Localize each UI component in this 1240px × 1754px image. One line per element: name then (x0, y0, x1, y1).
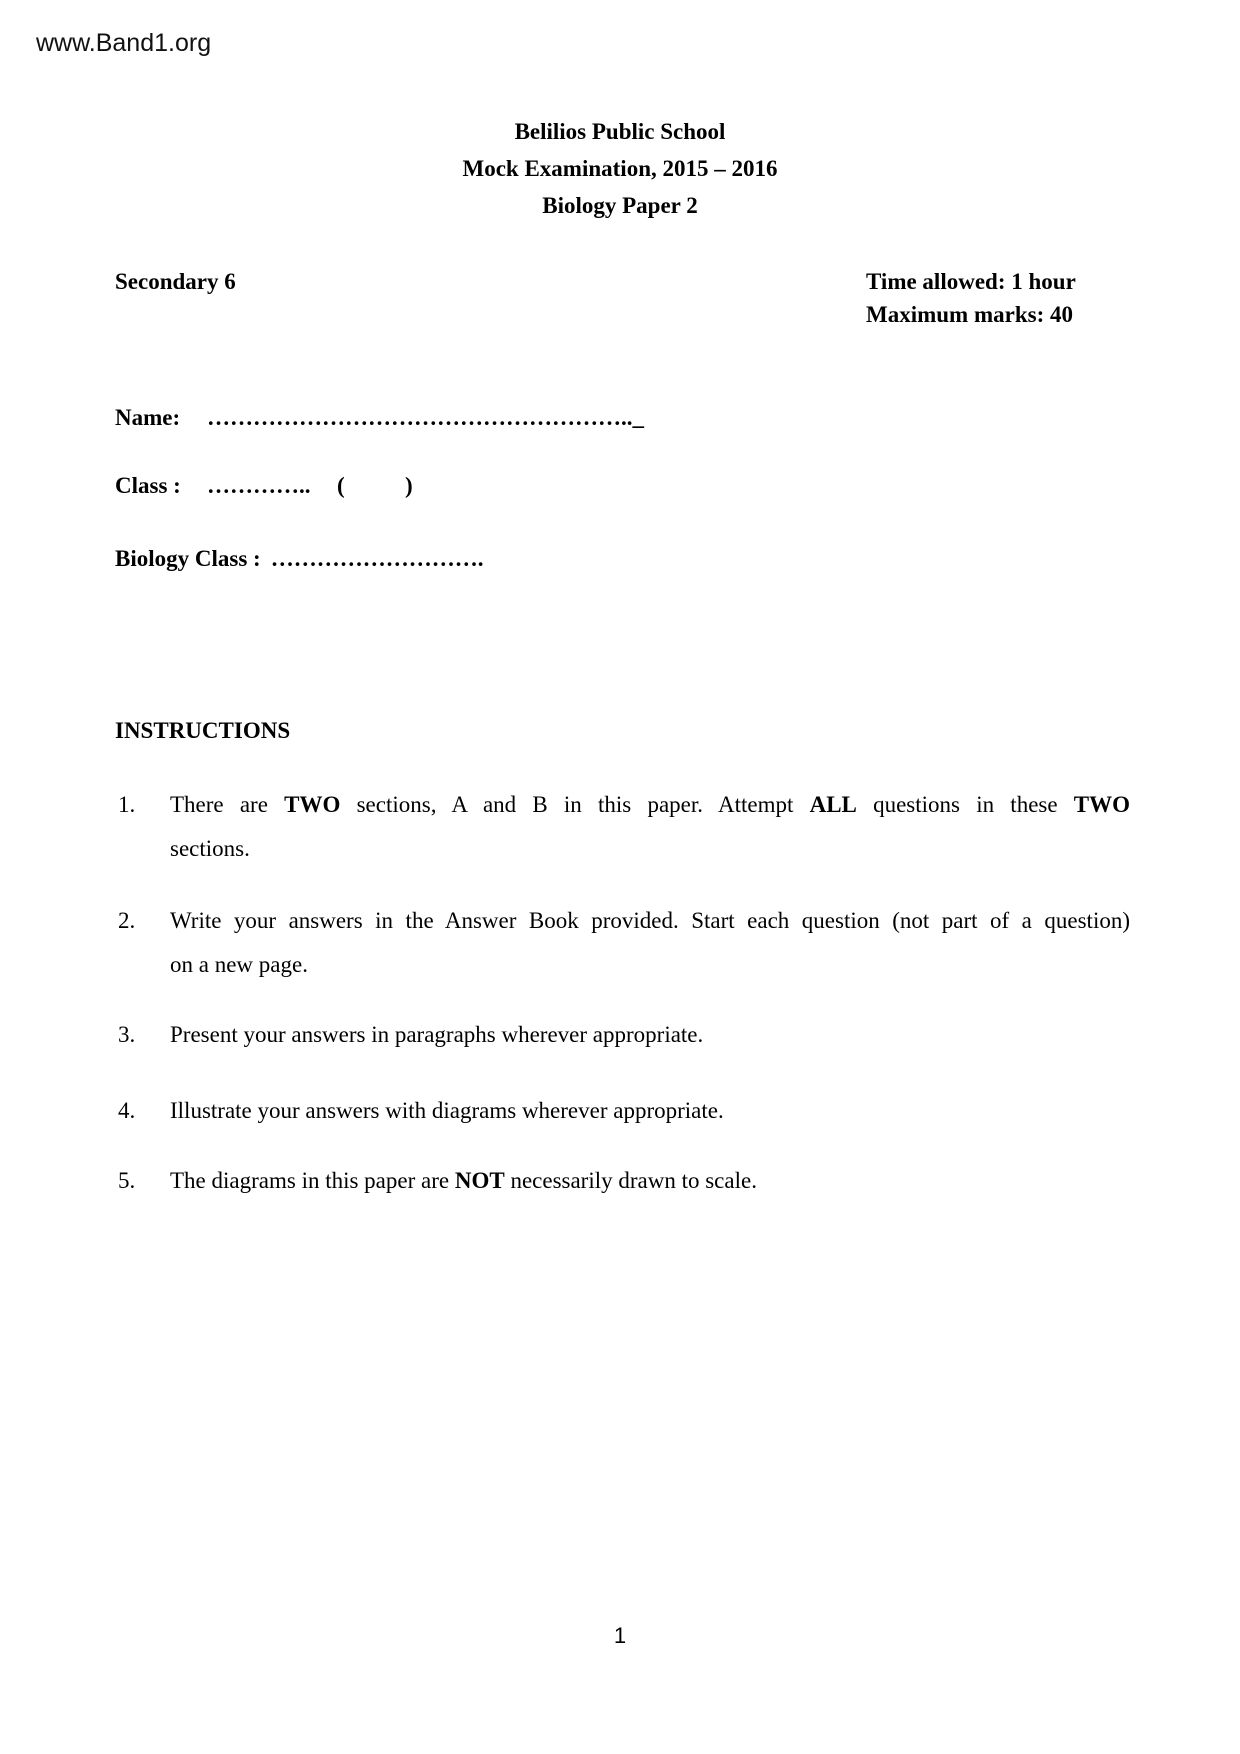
instructions-heading: INSTRUCTIONS (115, 718, 291, 743)
instruction-item (118, 1159, 1130, 1203)
exam-constraints (866, 265, 1076, 331)
instruction-text-line: Write your answers in the Answer Book provided. Start each question (not part of a question) (170, 908, 1130, 933)
instruction-text-line: Present your answers in paragraphs wherever appropriate. (170, 1022, 704, 1047)
instruction-item (118, 899, 1130, 987)
class-field-row (115, 471, 413, 505)
instruction-text-line: Illustrate your answers with diagrams wherever appropriate. (170, 1098, 724, 1123)
class-number-bracket-close: ) (405, 473, 413, 498)
class-number-bracket-open: ( (337, 473, 345, 498)
class-label: Class : (115, 473, 181, 498)
name-label: Name: (115, 405, 181, 430)
class-fill-line: ………….. (207, 473, 311, 498)
school-name: Belilios Public School (514, 119, 726, 144)
instruction-item (118, 1013, 1130, 1057)
name-fill-line: ……………………………………………….._ (207, 405, 644, 430)
instruction-number: 1. (118, 792, 136, 817)
time-allowed: Time allowed: 1 hour (866, 269, 1076, 294)
exam-title: Mock Examination, 2015 – 2016 (462, 156, 778, 181)
paper-title: Biology Paper 2 (542, 193, 698, 218)
instruction-text-line: on a new page. (170, 952, 308, 977)
biology-class-fill-line: ………………………. (270, 546, 484, 571)
instruction-item (118, 783, 1130, 871)
instruction-text-line: sections. (170, 836, 250, 861)
biology-class-label: Biology Class : (115, 546, 261, 571)
page-number: 1 (613, 1623, 627, 1648)
maximum-marks: Maximum marks: 40 (866, 302, 1073, 327)
instruction-text-line: The diagrams in this paper are NOT necessarily drawn to scale. (170, 1168, 757, 1193)
name-field-row (115, 403, 644, 437)
instruction-text-line: There are TWO sections, A and B in this paper. Attempt ALL questions in these TWO (170, 792, 1131, 817)
watermark-url: www.Band1.org (36, 29, 212, 57)
biology-class-field-row (115, 544, 483, 578)
instruction-number: 5. (118, 1168, 136, 1193)
instruction-number: 4. (118, 1098, 136, 1123)
instruction-item (118, 1089, 1130, 1133)
instruction-number: 3. (118, 1022, 136, 1047)
class-level: Secondary 6 (115, 269, 236, 294)
instruction-number: 2. (118, 908, 136, 933)
exam-header (0, 113, 1240, 224)
